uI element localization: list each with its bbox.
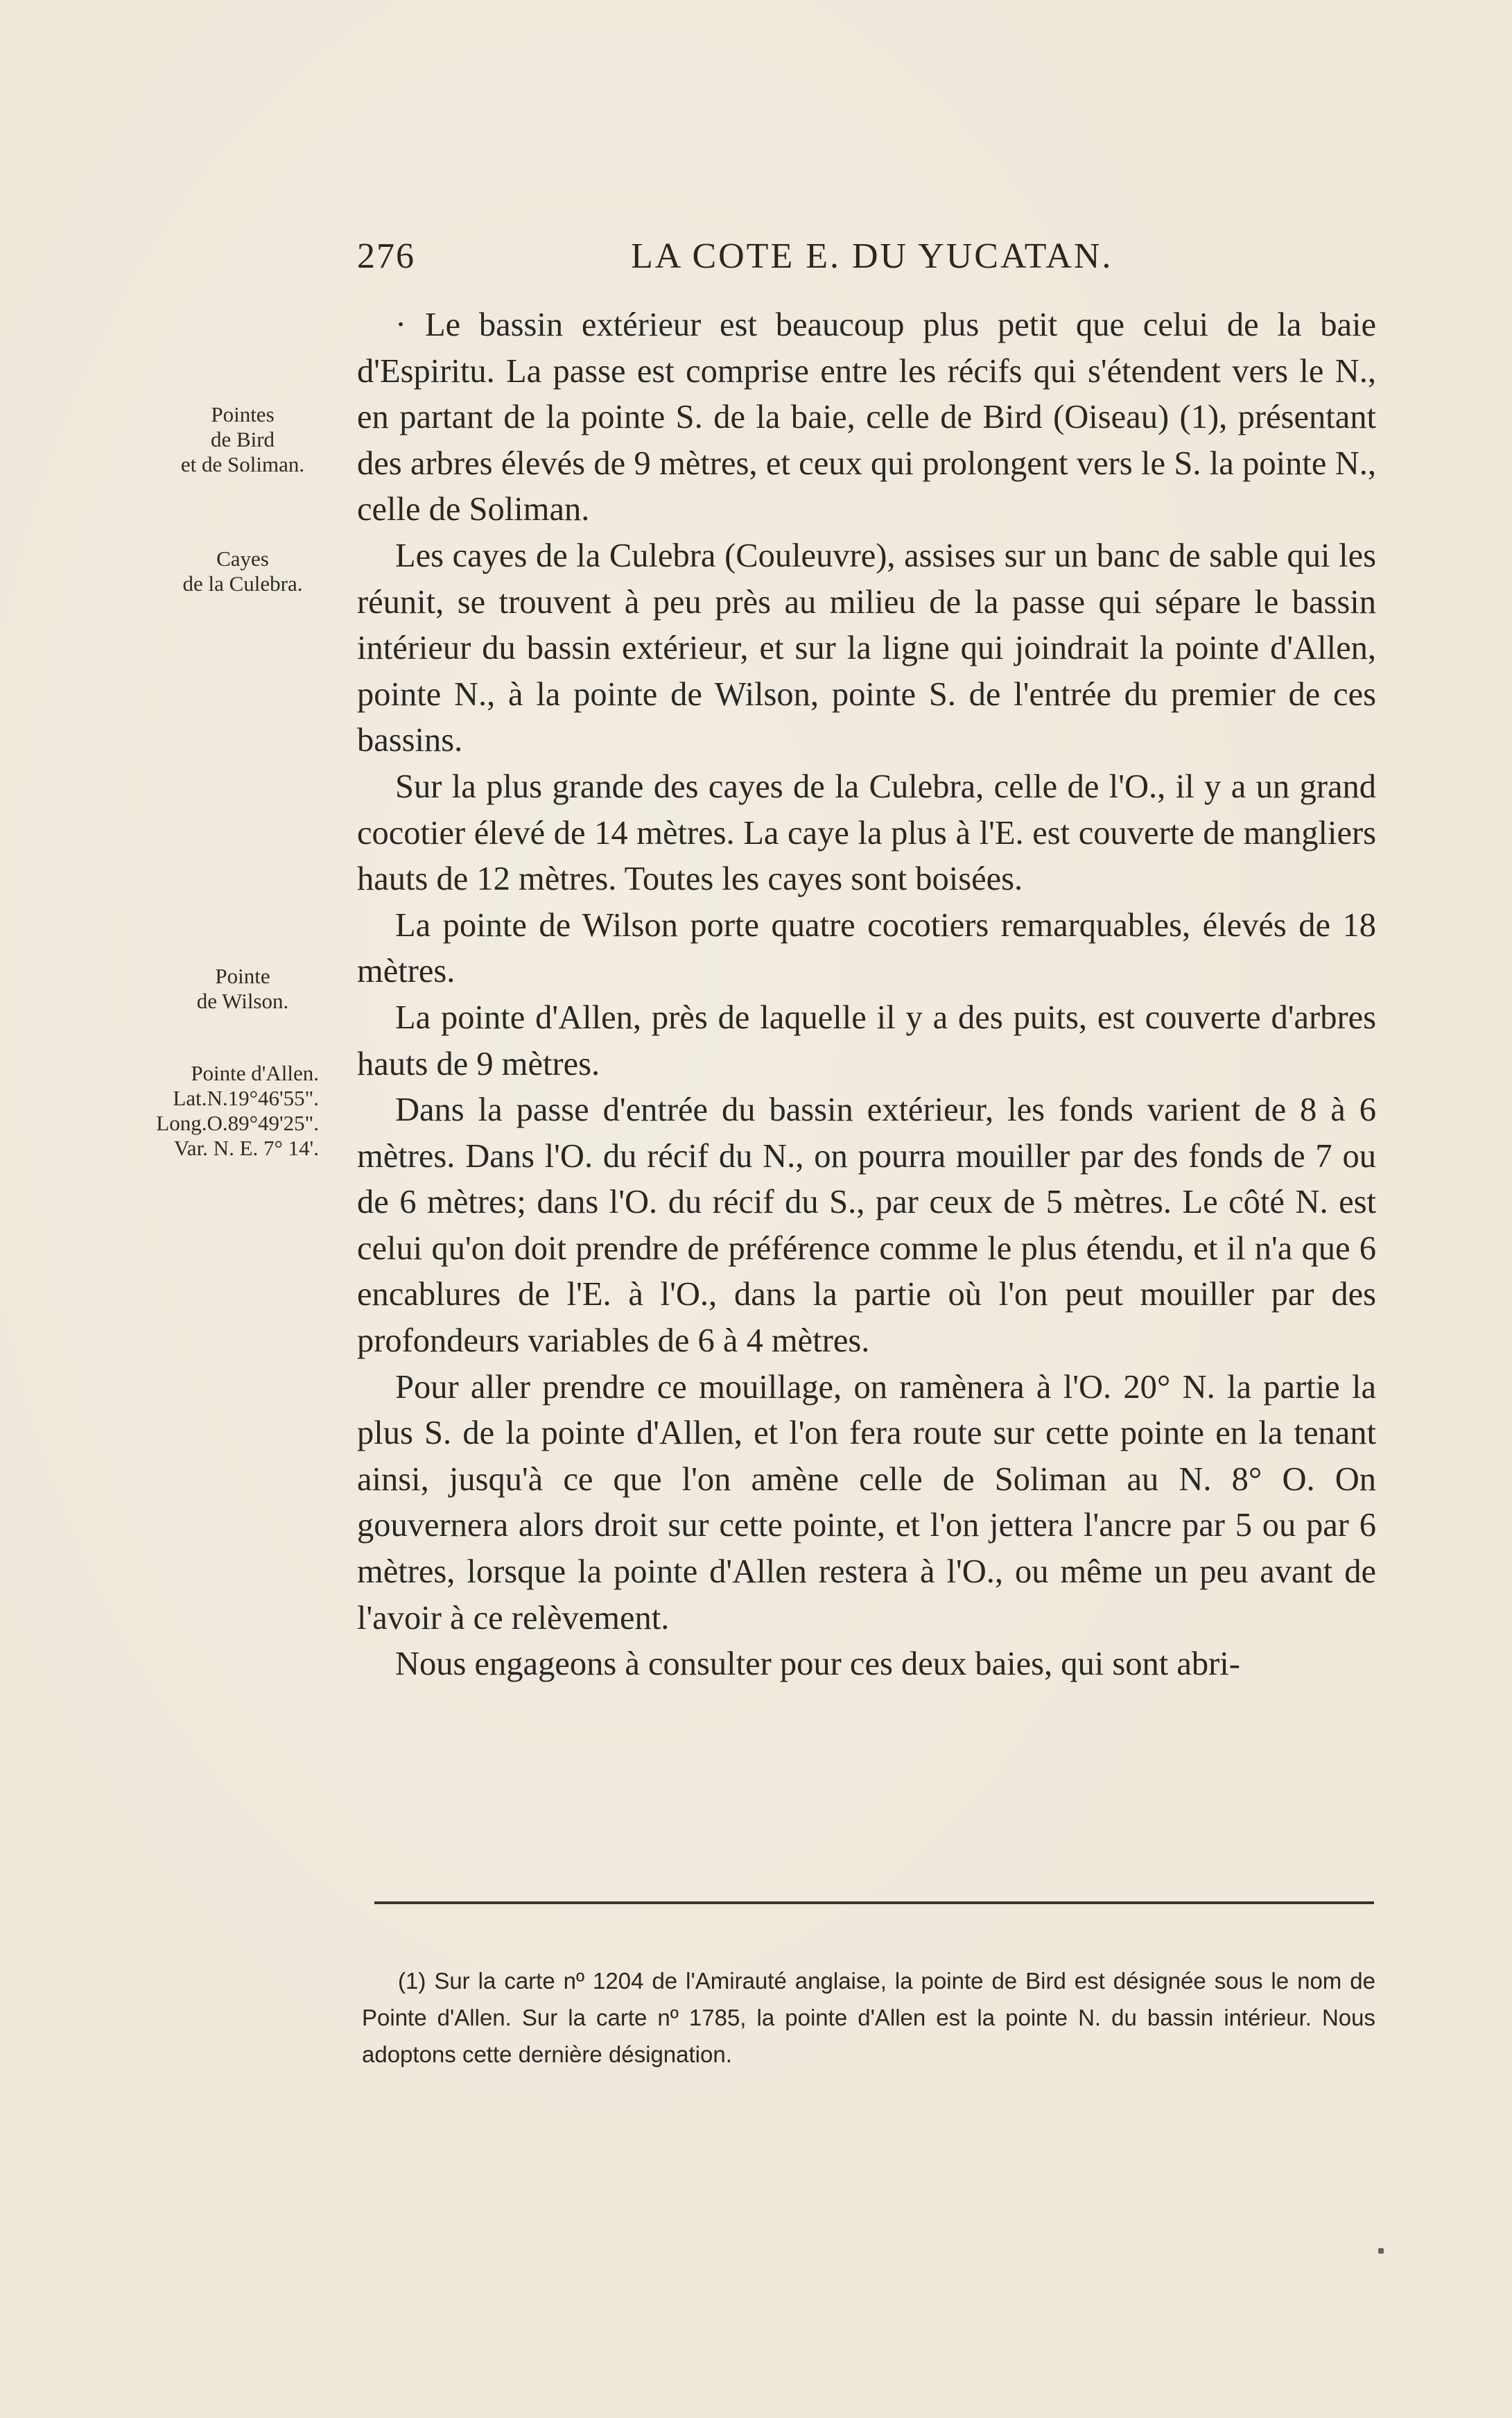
footnote-text: (1) Sur la carte nº 1204 de l'Amirauté anglaise, la pointe de Bird est désignée sous le nom de Pointe d'Allen. Sur la carte nº 1785, la pointe d'Allen est la pointe N. du bassin intérieur. Nous adoptons cette dernière désignation. bbox=[362, 1968, 1375, 2067]
paragraph: Nous engageons à consulter pour ces deux baies, qui sont abri- bbox=[395, 1646, 1240, 1683]
margin-note-line: Var. N. E. 7° 14'. bbox=[173, 1136, 319, 1160]
paragraph: Pour aller prendre ce mouillage, on ramènera à l'O. 20° N. la partie la plus S. de la pointe d'Allen, et l'on fera route sur cette pointe en la tenant ainsi, jusqu'à ce que l'on amène celle de Soliman au N. 8° O. On gouvernera alors droit sur cette pointe, et l'on jettera l'ancre par 5 ou par 6 mètres, lorsque la pointe d'Allen restera à l'O., ou même un peu avant de l'avoir à ce relèvement. bbox=[357, 1368, 1376, 1637]
running-title: LA COTE E. DU YUCATAN. bbox=[631, 236, 1113, 276]
footnote-divider bbox=[374, 1901, 1374, 1904]
margin-note-line: et de Soliman. bbox=[180, 452, 305, 476]
margin-note-allen bbox=[132, 1061, 319, 1161]
page-header bbox=[357, 236, 1376, 284]
main-text bbox=[357, 302, 1376, 1688]
ink-speck bbox=[1378, 2248, 1384, 2254]
footnote bbox=[362, 1962, 1375, 2073]
paragraph: La pointe de Wilson porte quatre cocotiers remarquables, élevés de 18 mètres. bbox=[357, 906, 1376, 990]
margin-note-line: Pointe d'Allen. bbox=[191, 1061, 319, 1085]
paragraph: Dans la passe d'entrée du bassin extérieur, les fonds varient de 8 à 6 mètres. Dans l'O. du récif du N., on pourra mouiller par des fonds de 7 ou de 6 mètres; dans l'O. du récif du S., par ceux de 5 mètres. Le côté N. est celui qu'on doit prendre de préférence comme le plus étendu, et il n'a que 6 encablures de l'E. à l'O., dans la partie où l'on peut mouiller par des profondeurs variables de 6 à 4 mètres. bbox=[357, 1091, 1376, 1360]
margin-note-line: Long.O.89°49'25". bbox=[156, 1111, 319, 1135]
margin-note-line: Cayes bbox=[216, 546, 269, 571]
margin-note-line: Pointes bbox=[211, 402, 275, 426]
page-number: 276 bbox=[357, 236, 415, 276]
margin-note-bird-soliman bbox=[139, 402, 347, 477]
margin-note-line: de Wilson. bbox=[196, 989, 289, 1013]
margin-note-line: de Bird bbox=[210, 427, 275, 451]
margin-note-line: de la Culebra. bbox=[182, 571, 303, 596]
paragraph: La pointe d'Allen, près de laquelle il y a des puits, est couverte d'arbres hauts de 9 mètres. bbox=[357, 999, 1376, 1082]
margin-note-line: Lat.N.19°46'55". bbox=[173, 1086, 319, 1110]
margin-note-wilson bbox=[139, 964, 347, 1014]
margin-note-line: Pointe bbox=[215, 964, 270, 988]
paragraph: · Le bassin extérieur est beaucoup plus petit que celui de la baie d'Espiritu. La passe est comprise entre les récifs qui s'étendent vers le N., en partant de la pointe S. de la baie, celle de Bird (Oiseau) (1), présentant des arbres élevés de 9 mètres, et ceux qui prolongent vers le S. la pointe N., celle de Soliman. bbox=[357, 306, 1376, 528]
margin-note-culebra bbox=[139, 546, 347, 596]
paragraph: Sur la plus grande des cayes de la Culebra, celle de l'O., il y a un grand cocotier élevé de 14 mètres. La caye la plus à l'E. est couverte de mangliers hauts de 12 mètres. Toutes les cayes sont boisées. bbox=[357, 768, 1376, 898]
paragraph: Les cayes de la Culebra (Couleuvre), assises sur un banc de sable qui les réunit, se trouvent à peu près au milieu de la passe qui sépare le bassin intérieur du bassin extérieur, et sur la ligne qui joindrait la pointe d'Allen, pointe N., à la pointe de Wilson, pointe S. de l'entrée du premier de ces bassins. bbox=[357, 537, 1376, 759]
